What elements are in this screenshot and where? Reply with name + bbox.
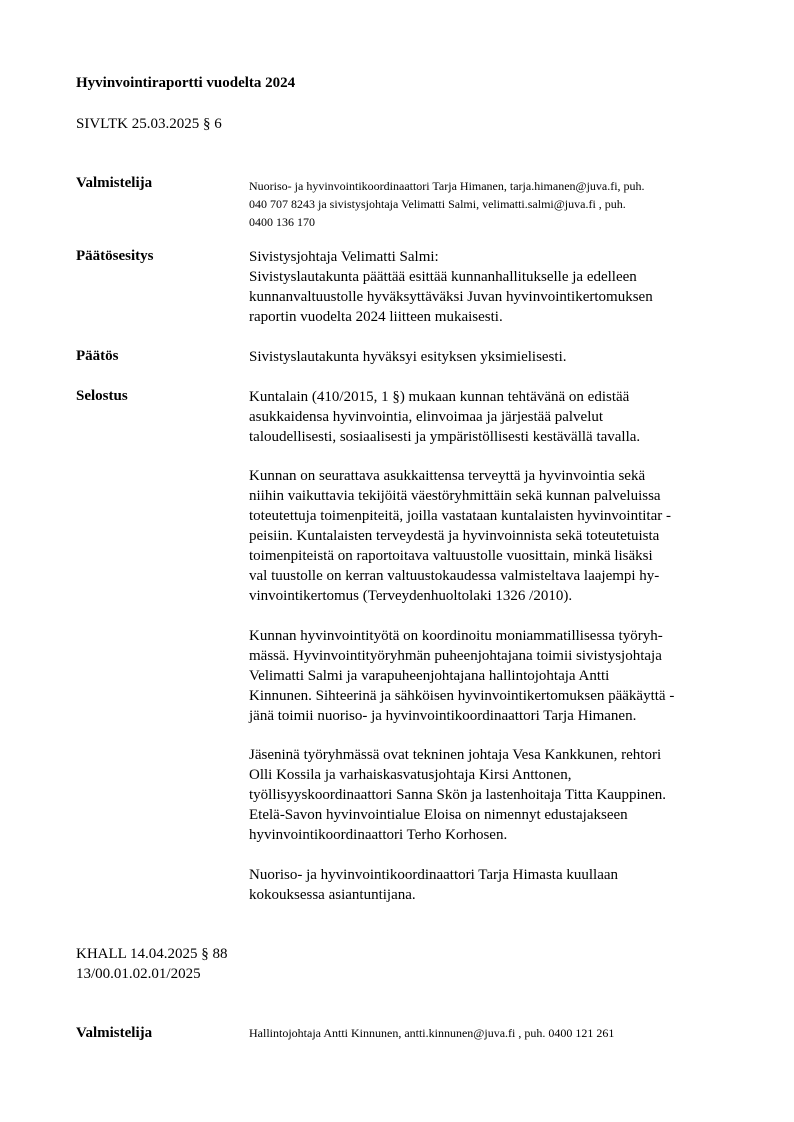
text-line: Nuoriso- ja hyvinvointikoordinaattori Tarja Himasta kuullaan bbox=[249, 867, 619, 883]
text-line: niihin vaikuttavia tekijöitä väestöryhmittäin sekä kunnan palveluissa bbox=[249, 488, 661, 504]
text-line: 0400 136 170 bbox=[249, 215, 315, 229]
text-line: kunnanvaltuustolle hyväksyttäväksi Juvan hyvinvointikertomuksen bbox=[249, 289, 653, 305]
text-line: Kunnan hyvinvointityötä on koordinoitu moniammatillisessa työryh- bbox=[249, 628, 663, 644]
text-line: toteutettuja toimenpiteitä, joilla vastataan kuntalaisten hyvinvointitar - bbox=[249, 508, 671, 524]
text-line: kokouksessa asiantuntijana. bbox=[249, 887, 416, 903]
paatosesitys-label: Päätösesitys bbox=[76, 248, 154, 264]
paatos-text: Sivistyslautakunta hyväksyi esityksen yksimielisesti. bbox=[249, 349, 567, 365]
meeting-reference-2 bbox=[76, 944, 228, 984]
text-line: mässä. Hyvinvointityöryhmän puheenjohtajana toimii sivistysjohtaja bbox=[249, 648, 662, 664]
text-line: vinvointikertomus (Terveydenhuoltolaki 1326 /2010). bbox=[249, 588, 573, 604]
valmistelija-text-2: Hallintojohtaja Antti Kinnunen, antti.kinnunen@juva.fi , puh. 0400 121 261 bbox=[249, 1026, 615, 1040]
valmistelija-label-2: Valmistelija bbox=[76, 1025, 153, 1041]
text-line: jänä toimii nuoriso- ja hyvinvointikoordinaattori Tarja Himanen. bbox=[249, 708, 637, 724]
text-line: Velimatti Salmi ja varapuheenjohtajana hallintojohtaja Antti bbox=[249, 668, 610, 684]
paatosesitys-text bbox=[249, 247, 653, 327]
meeting-line: KHALL 14.04.2025 § 88 bbox=[76, 946, 228, 962]
text-line: toimenpiteistä on raportoitava valtuustolle vuosittain, minkä lisäksi bbox=[249, 548, 653, 564]
text-line: Jäseninä työryhmässä ovat tekninen johtaja Vesa Kankkunen, rehtori bbox=[249, 747, 662, 763]
selostus-paragraph bbox=[249, 466, 671, 606]
selostus-label: Selostus bbox=[76, 388, 128, 404]
text-line: val tuustolle on kerran valtuustokaudessa valmisteltava laajempi hy- bbox=[249, 568, 660, 584]
text-line: taloudellisesti, sosiaalisesti ja ympäristöllisesti kestävällä tavalla. bbox=[249, 429, 641, 445]
text-line: Kinnunen. Sihteerinä ja sähköisen hyvinvointikertomuksen pääkäyttä - bbox=[249, 688, 675, 704]
paatos-label: Päätös bbox=[76, 348, 119, 364]
text-line: asukkaidensa hyvinvointia, elinvoimaa ja järjestää palvelut bbox=[249, 409, 604, 425]
selostus-paragraph bbox=[249, 387, 640, 447]
text-line: Kunnan on seurattava asukkaittensa terveyttä ja hyvinvointia sekä bbox=[249, 468, 646, 484]
selostus-paragraph bbox=[249, 745, 666, 845]
text-line: hyvinvointikoordinaattori Terho Korhosen. bbox=[249, 827, 508, 843]
text-line: Nuoriso- ja hyvinvointikoordinaattori Tarja Himanen, tarja.himanen@juva.fi, puh. bbox=[249, 179, 645, 193]
meeting-reference: SIVLTK 25.03.2025 § 6 bbox=[76, 116, 222, 132]
text-line: raportin vuodelta 2024 liitteen mukaisesti. bbox=[249, 309, 503, 325]
valmistelija-text bbox=[249, 177, 749, 231]
text-line: Sivistysjohtaja Velimatti Salmi: bbox=[249, 249, 439, 265]
text-line: Etelä-Savon hyvinvointialue Eloisa on nimennyt edustajakseen bbox=[249, 807, 628, 823]
text-line: työllisyyskoordinaattori Sanna Skön ja lastenhoitaja Titta Kauppinen. bbox=[249, 787, 667, 803]
selostus-paragraph bbox=[249, 865, 618, 905]
text-line: Kuntalain (410/2015, 1 §) mukaan kunnan tehtävänä on edistää bbox=[249, 389, 630, 405]
selostus-paragraph bbox=[249, 626, 674, 726]
document-title: Hyvinvointiraportti vuodelta 2024 bbox=[76, 75, 296, 91]
text-line: peisiin. Kuntalaisten terveydestä ja hyvinvoinnista sekä toteutetuista bbox=[249, 528, 660, 544]
text-line: 040 707 8243 ja sivistysjohtaja Velimatti Salmi, velimatti.salmi@juva.fi , puh. bbox=[249, 197, 626, 211]
case-number: 13/00.01.02.01/2025 bbox=[76, 966, 201, 982]
text-line: Olli Kossila ja varhaiskasvatusjohtaja Kirsi Anttonen, bbox=[249, 767, 572, 783]
valmistelija-label: Valmistelija bbox=[76, 175, 153, 191]
text-line: Sivistyslautakunta päättää esittää kunnanhallitukselle ja edelleen bbox=[249, 269, 637, 285]
